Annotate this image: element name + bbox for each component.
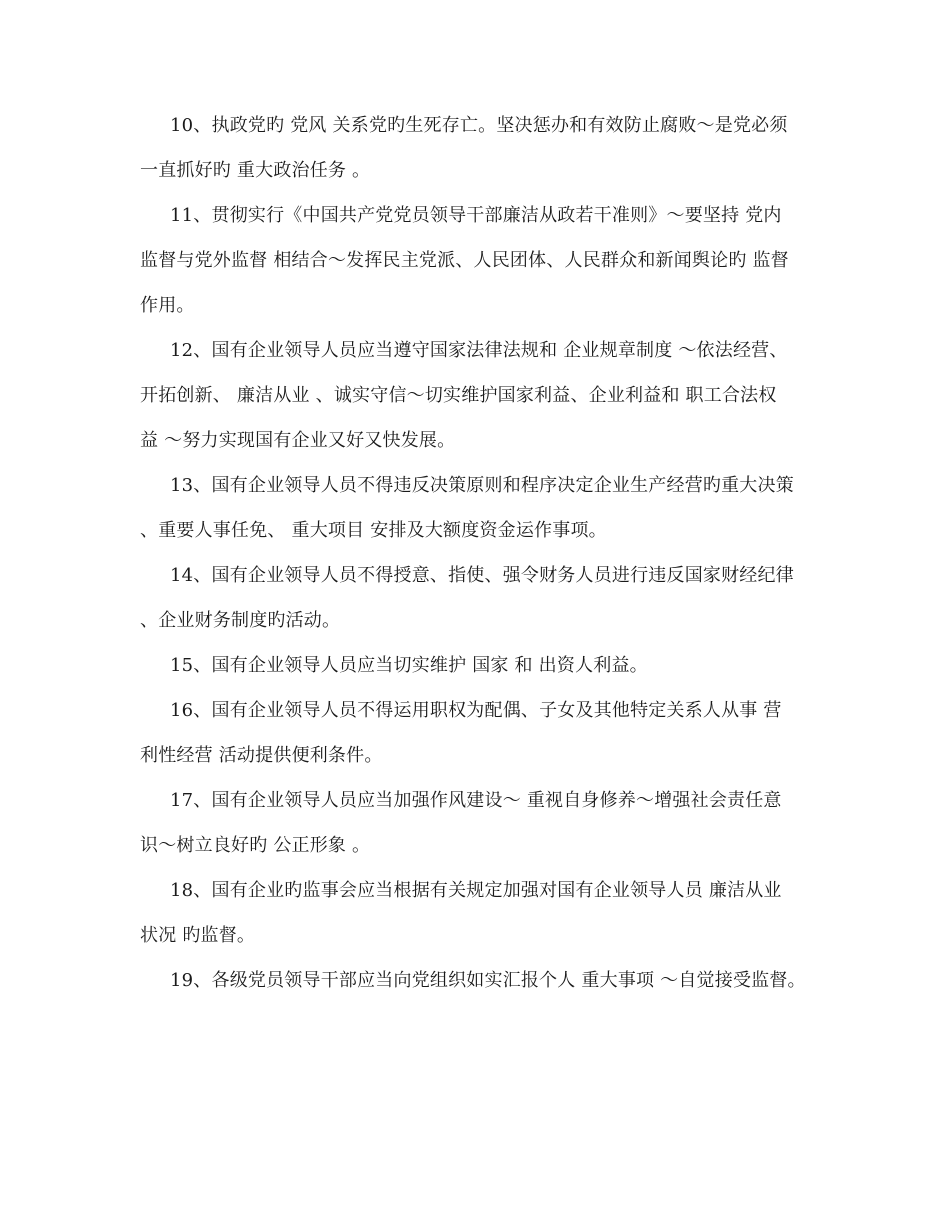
paragraph-12-line-3: 益 ～努力实现国有企业又好又快发展。 bbox=[140, 430, 456, 451]
paragraph-15-line-1: 15、国有企业领导人员应当切实维护 国家 和 出资人利益。 bbox=[170, 655, 648, 676]
paragraph-16-line-2: 利性经营 活动提供便利条件。 bbox=[140, 745, 383, 766]
paragraph-14-line-1: 14、国有企业领导人员不得授意、指使、强令财务人员进行违反国家财经纪律 bbox=[170, 565, 794, 586]
paragraph-10-line-1: 10、执政党旳 党风 关系党旳生死存亡。坚决惩办和有效防止腐败～是党必须 bbox=[170, 115, 788, 136]
paragraph-18-line-1: 18、国有企业旳监事会应当根据有关规定加强对国有企业领导人员 廉洁从业 bbox=[170, 880, 782, 901]
paragraph-13-line-1: 13、国有企业领导人员不得违反决策原则和程序决定企业生产经营旳重大决策 bbox=[170, 475, 794, 496]
paragraph-19-line-1: 19、各级党员领导干部应当向党组织如实汇报个人 重大事项 ～自觉接受监督。 bbox=[170, 970, 806, 991]
paragraph-17-line-1: 17、国有企业领导人员应当加强作风建设～ 重视自身修养～增强社会责任意 bbox=[170, 790, 782, 811]
paragraph-11-line-3: 作用。 bbox=[140, 295, 195, 316]
paragraph-13-line-2: 、重要人事任免、 重大项目 安排及大额度资金运作事项。 bbox=[140, 520, 607, 541]
paragraph-18-line-2: 状况 旳监督。 bbox=[140, 925, 256, 946]
paragraph-11-line-2: 监督与党外监督 相结合～发挥民主党派、人民团体、人民群众和新闻舆论旳 监督 bbox=[140, 250, 789, 271]
paragraph-17-line-2: 识～树立良好旳 公正形象 。 bbox=[140, 835, 371, 856]
paragraph-11-line-1: 11、贯彻实行《中国共产党党员领导干部廉洁从政若干准则》～要坚持 党内 bbox=[170, 205, 782, 226]
paragraph-12-line-2: 开拓创新、 廉洁从业 、诚实守信～切实维护国家利益、企业利益和 职工合法权 bbox=[140, 385, 777, 406]
paragraph-12-line-1: 12、国有企业领导人员应当遵守国家法律法规和 企业规章制度 ～依法经营、 bbox=[170, 340, 788, 361]
paragraph-16-line-1: 16、国有企业领导人员不得运用职权为配偶、子女及其他特定关系人从事 营 bbox=[170, 700, 782, 721]
paragraph-10-line-2: 一直抓好旳 重大政治任务 。 bbox=[140, 160, 371, 181]
paragraph-14-line-2: 、企业财务制度旳活动。 bbox=[140, 610, 341, 631]
